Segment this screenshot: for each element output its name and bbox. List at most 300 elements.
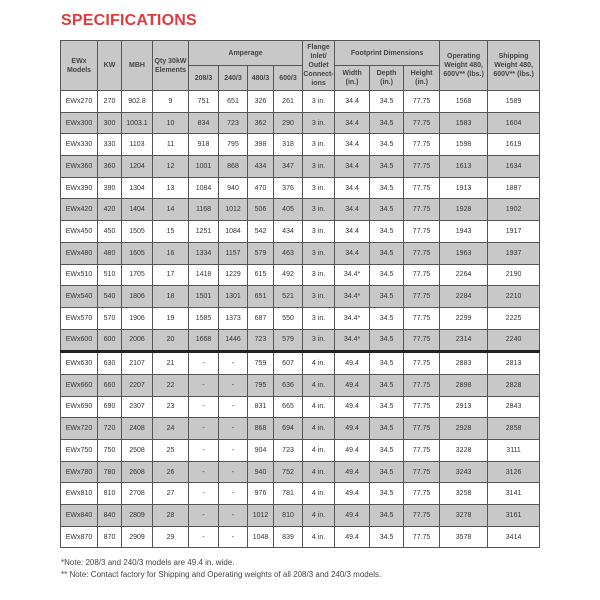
cell-mbh: 2307 <box>122 396 153 418</box>
cell-mbh: 1605 <box>122 242 153 264</box>
cell-amp-240: - <box>219 418 248 440</box>
cell-mbh: 902.8 <box>122 91 153 113</box>
cell-depth: 34.5 <box>370 396 404 418</box>
cell-kw: 540 <box>98 286 122 308</box>
cell-mbh: 2909 <box>122 526 153 548</box>
cell-kw: 600 <box>98 329 122 352</box>
cell-operating-weight: 3578 <box>440 526 488 548</box>
table-row <box>61 396 540 418</box>
cell-amp-600: 434 <box>274 221 303 243</box>
cell-operating-weight: 3278 <box>440 505 488 527</box>
cell-amp-208: 918 <box>189 134 219 156</box>
cell-height: 77.75 <box>404 483 440 505</box>
cell-mbh: 2608 <box>122 461 153 483</box>
header-600: 600/3 <box>274 66 303 91</box>
cell-amp-600: 463 <box>274 242 303 264</box>
cell-amp-480: 687 <box>248 307 274 329</box>
cell-amp-480: 940 <box>248 461 274 483</box>
cell-kw: 420 <box>98 199 122 221</box>
cell-amp-208: - <box>189 461 219 483</box>
cell-kw: 480 <box>98 242 122 264</box>
table-row <box>61 264 540 286</box>
cell-operating-weight: 2264 <box>440 264 488 286</box>
table-row <box>61 461 540 483</box>
table-row <box>61 199 540 221</box>
cell-shipping-weight: 1917 <box>488 221 540 243</box>
cell-mbh: 1404 <box>122 199 153 221</box>
cell-amp-480: 723 <box>248 329 274 352</box>
cell-amp-208: 1585 <box>189 307 219 329</box>
cell-height: 77.75 <box>404 156 440 178</box>
cell-qty: 10 <box>153 112 189 134</box>
cell-amp-240: 940 <box>219 177 248 199</box>
cell-mbh: 2708 <box>122 483 153 505</box>
cell-amp-480: 326 <box>248 91 274 113</box>
cell-height: 77.75 <box>404 329 440 352</box>
cell-model: EWx660 <box>61 374 98 396</box>
cell-shipping-weight: 2190 <box>488 264 540 286</box>
cell-qty: 29 <box>153 526 189 548</box>
cell-qty: 20 <box>153 329 189 352</box>
cell-amp-480: 976 <box>248 483 274 505</box>
cell-amp-208: - <box>189 418 219 440</box>
cell-operating-weight: 1613 <box>440 156 488 178</box>
cell-operating-weight: 1963 <box>440 242 488 264</box>
cell-amp-240: 1012 <box>219 199 248 221</box>
cell-amp-600: 550 <box>274 307 303 329</box>
cell-flange: 4 in. <box>303 461 335 483</box>
cell-depth: 34.5 <box>370 221 404 243</box>
cell-mbh: 2107 <box>122 352 153 375</box>
cell-amp-240: 1084 <box>219 221 248 243</box>
cell-amp-600: 579 <box>274 329 303 352</box>
cell-qty: 14 <box>153 199 189 221</box>
cell-operating-weight: 2913 <box>440 396 488 418</box>
cell-kw: 300 <box>98 112 122 134</box>
cell-depth: 34.5 <box>370 440 404 462</box>
cell-amp-480: 506 <box>248 199 274 221</box>
cell-width: 49.4 <box>335 461 370 483</box>
cell-kw: 840 <box>98 505 122 527</box>
cell-model: EWx270 <box>61 91 98 113</box>
cell-kw: 750 <box>98 440 122 462</box>
cell-model: EWx690 <box>61 396 98 418</box>
cell-amp-600: 810 <box>274 505 303 527</box>
cell-kw: 690 <box>98 396 122 418</box>
cell-operating-weight: 3228 <box>440 440 488 462</box>
cell-amp-208: 1418 <box>189 264 219 286</box>
cell-model: EWx840 <box>61 505 98 527</box>
cell-amp-240: - <box>219 483 248 505</box>
cell-operating-weight: 1583 <box>440 112 488 134</box>
table-row <box>61 352 540 375</box>
cell-operating-weight: 2928 <box>440 418 488 440</box>
cell-operating-weight: 2299 <box>440 307 488 329</box>
cell-kw: 330 <box>98 134 122 156</box>
cell-width: 49.4 <box>335 505 370 527</box>
cell-depth: 34.5 <box>370 286 404 308</box>
cell-amp-208: 1084 <box>189 177 219 199</box>
cell-kw: 720 <box>98 418 122 440</box>
cell-depth: 34.5 <box>370 329 404 352</box>
cell-amp-240: - <box>219 505 248 527</box>
header-kw: KW <box>98 41 122 91</box>
cell-model: EWx360 <box>61 156 98 178</box>
cell-height: 77.75 <box>404 112 440 134</box>
cell-depth: 34.5 <box>370 307 404 329</box>
cell-amp-240: 1373 <box>219 307 248 329</box>
cell-amp-480: 651 <box>248 286 274 308</box>
cell-height: 77.75 <box>404 396 440 418</box>
cell-flange: 4 in. <box>303 483 335 505</box>
cell-kw: 570 <box>98 307 122 329</box>
cell-amp-480: 615 <box>248 264 274 286</box>
cell-model: EWx450 <box>61 221 98 243</box>
cell-mbh: 1304 <box>122 177 153 199</box>
cell-flange: 3 in. <box>303 221 335 243</box>
cell-width: 34.4* <box>335 264 370 286</box>
cell-amp-600: 781 <box>274 483 303 505</box>
cell-width: 34.4 <box>335 134 370 156</box>
cell-width: 49.4 <box>335 526 370 548</box>
table-row <box>61 177 540 199</box>
table-row <box>61 286 540 308</box>
cell-width: 34.4 <box>335 199 370 221</box>
cell-amp-240: - <box>219 374 248 396</box>
header-model: EWx Models <box>61 41 98 91</box>
cell-model: EWx330 <box>61 134 98 156</box>
cell-width: 34.4* <box>335 286 370 308</box>
cell-flange: 3 in. <box>303 134 335 156</box>
cell-amp-600: 290 <box>274 112 303 134</box>
cell-height: 77.75 <box>404 526 440 548</box>
cell-flange: 3 in. <box>303 112 335 134</box>
cell-amp-600: 607 <box>274 352 303 375</box>
cell-amp-240: - <box>219 396 248 418</box>
cell-mbh: 2207 <box>122 374 153 396</box>
header-footprint: Footprint Dimensions <box>335 41 440 66</box>
cell-flange: 4 in. <box>303 374 335 396</box>
cell-shipping-weight: 1589 <box>488 91 540 113</box>
cell-qty: 22 <box>153 374 189 396</box>
cell-flange: 3 in. <box>303 307 335 329</box>
cell-height: 77.75 <box>404 307 440 329</box>
cell-flange: 4 in. <box>303 418 335 440</box>
cell-depth: 34.5 <box>370 483 404 505</box>
cell-model: EWx540 <box>61 286 98 308</box>
cell-flange: 3 in. <box>303 177 335 199</box>
cell-flange: 4 in. <box>303 352 335 375</box>
cell-shipping-weight: 3111 <box>488 440 540 462</box>
header-mbh: MBH <box>122 41 153 91</box>
cell-height: 77.75 <box>404 374 440 396</box>
cell-qty: 18 <box>153 286 189 308</box>
cell-qty: 16 <box>153 242 189 264</box>
cell-qty: 25 <box>153 440 189 462</box>
cell-mbh: 2508 <box>122 440 153 462</box>
cell-amp-600: 261 <box>274 91 303 113</box>
cell-width: 49.4 <box>335 440 370 462</box>
cell-flange: 3 in. <box>303 286 335 308</box>
cell-kw: 630 <box>98 352 122 375</box>
header-operating-weight: Operating Weight 480, 600V** (lbs.) <box>440 41 488 91</box>
cell-kw: 360 <box>98 156 122 178</box>
cell-shipping-weight: 2843 <box>488 396 540 418</box>
cell-operating-weight: 2284 <box>440 286 488 308</box>
cell-amp-240: - <box>219 461 248 483</box>
cell-amp-480: 542 <box>248 221 274 243</box>
cell-width: 34.4 <box>335 156 370 178</box>
cell-height: 77.75 <box>404 505 440 527</box>
cell-height: 77.75 <box>404 221 440 243</box>
cell-operating-weight: 2898 <box>440 374 488 396</box>
cell-kw: 270 <box>98 91 122 113</box>
header-amperage: Amperage <box>189 41 303 66</box>
cell-depth: 34.5 <box>370 374 404 396</box>
cell-operating-weight: 1598 <box>440 134 488 156</box>
cell-amp-208: 834 <box>189 112 219 134</box>
cell-operating-weight: 1943 <box>440 221 488 243</box>
cell-amp-208: - <box>189 505 219 527</box>
cell-shipping-weight: 3414 <box>488 526 540 548</box>
cell-amp-480: 398 <box>248 134 274 156</box>
cell-amp-480: 1048 <box>248 526 274 548</box>
cell-flange: 3 in. <box>303 156 335 178</box>
cell-depth: 34.5 <box>370 526 404 548</box>
cell-qty: 24 <box>153 418 189 440</box>
cell-model: EWx570 <box>61 307 98 329</box>
cell-flange: 4 in. <box>303 505 335 527</box>
cell-kw: 780 <box>98 461 122 483</box>
cell-model: EWx750 <box>61 440 98 462</box>
cell-operating-weight: 1928 <box>440 199 488 221</box>
cell-amp-240: 1229 <box>219 264 248 286</box>
cell-flange: 4 in. <box>303 440 335 462</box>
cell-height: 77.75 <box>404 461 440 483</box>
cell-qty: 28 <box>153 505 189 527</box>
cell-amp-208: - <box>189 526 219 548</box>
cell-amp-208: 1001 <box>189 156 219 178</box>
cell-width: 49.4 <box>335 396 370 418</box>
header-flange: Flange Inlet/ Outlet Connect-ions <box>303 41 335 91</box>
cell-operating-weight: 2314 <box>440 329 488 352</box>
cell-amp-600: 636 <box>274 374 303 396</box>
cell-qty: 13 <box>153 177 189 199</box>
cell-amp-480: 795 <box>248 374 274 396</box>
table-row <box>61 440 540 462</box>
cell-height: 77.75 <box>404 440 440 462</box>
cell-amp-600: 723 <box>274 440 303 462</box>
cell-model: EWx300 <box>61 112 98 134</box>
cell-height: 77.75 <box>404 91 440 113</box>
cell-shipping-weight: 3126 <box>488 461 540 483</box>
header-qty: Qty 30kW Elements <box>153 41 189 91</box>
cell-amp-600: 839 <box>274 526 303 548</box>
cell-operating-weight: 3243 <box>440 461 488 483</box>
cell-amp-240: 1446 <box>219 329 248 352</box>
cell-shipping-weight: 2210 <box>488 286 540 308</box>
cell-model: EWx420 <box>61 199 98 221</box>
cell-amp-600: 347 <box>274 156 303 178</box>
cell-amp-208: 1334 <box>189 242 219 264</box>
cell-depth: 34.5 <box>370 112 404 134</box>
cell-flange: 3 in. <box>303 329 335 352</box>
cell-shipping-weight: 2858 <box>488 418 540 440</box>
table-row <box>61 505 540 527</box>
header-208: 208/3 <box>189 66 219 91</box>
cell-width: 34.4 <box>335 177 370 199</box>
table-row <box>61 374 540 396</box>
cell-amp-600: 318 <box>274 134 303 156</box>
cell-height: 77.75 <box>404 199 440 221</box>
table-body <box>61 91 540 548</box>
cell-operating-weight: 2883 <box>440 352 488 375</box>
cell-depth: 34.5 <box>370 418 404 440</box>
cell-amp-480: 831 <box>248 396 274 418</box>
cell-amp-208: - <box>189 483 219 505</box>
cell-amp-240: - <box>219 440 248 462</box>
cell-shipping-weight: 2225 <box>488 307 540 329</box>
cell-amp-600: 694 <box>274 418 303 440</box>
cell-amp-600: 376 <box>274 177 303 199</box>
cell-qty: 23 <box>153 396 189 418</box>
table-row <box>61 526 540 548</box>
cell-qty: 11 <box>153 134 189 156</box>
cell-kw: 510 <box>98 264 122 286</box>
cell-width: 34.4* <box>335 307 370 329</box>
cell-flange: 3 in. <box>303 199 335 221</box>
table-row <box>61 91 540 113</box>
cell-mbh: 1705 <box>122 264 153 286</box>
cell-height: 77.75 <box>404 177 440 199</box>
cell-depth: 34.5 <box>370 91 404 113</box>
cell-amp-480: 868 <box>248 418 274 440</box>
cell-amp-240: 651 <box>219 91 248 113</box>
table-row <box>61 242 540 264</box>
cell-amp-600: 492 <box>274 264 303 286</box>
header-240: 240/3 <box>219 66 248 91</box>
cell-flange: 4 in. <box>303 396 335 418</box>
cell-amp-240: 1301 <box>219 286 248 308</box>
cell-height: 77.75 <box>404 418 440 440</box>
cell-depth: 34.5 <box>370 177 404 199</box>
cell-amp-208: - <box>189 374 219 396</box>
cell-qty: 19 <box>153 307 189 329</box>
cell-height: 77.75 <box>404 242 440 264</box>
cell-operating-weight: 3258 <box>440 483 488 505</box>
cell-qty: 9 <box>153 91 189 113</box>
cell-amp-240: 795 <box>219 134 248 156</box>
header-shipping-weight: Shipping Weight 480, 600V** (lbs.) <box>488 41 540 91</box>
cell-mbh: 2809 <box>122 505 153 527</box>
cell-qty: 26 <box>153 461 189 483</box>
cell-qty: 15 <box>153 221 189 243</box>
cell-qty: 21 <box>153 352 189 375</box>
cell-mbh: 2408 <box>122 418 153 440</box>
cell-amp-208: 1501 <box>189 286 219 308</box>
cell-width: 34.4 <box>335 221 370 243</box>
cell-amp-240: 1157 <box>219 242 248 264</box>
cell-width: 34.4 <box>335 112 370 134</box>
cell-qty: 12 <box>153 156 189 178</box>
cell-width: 49.4 <box>335 418 370 440</box>
cell-shipping-weight: 2813 <box>488 352 540 375</box>
footnote-weights: ** Note: Contact factory for Shipping and Operating weights of all 208/3 and 240/3 models. <box>61 570 382 579</box>
cell-depth: 34.5 <box>370 461 404 483</box>
cell-depth: 34.5 <box>370 505 404 527</box>
cell-mbh: 1906 <box>122 307 153 329</box>
cell-height: 77.75 <box>404 352 440 375</box>
cell-amp-240: - <box>219 352 248 375</box>
table-row <box>61 307 540 329</box>
cell-shipping-weight: 2828 <box>488 374 540 396</box>
cell-amp-480: 904 <box>248 440 274 462</box>
footnote-width: *Note: 208/3 and 240/3 models are 49.4 in. wide. <box>61 558 235 567</box>
cell-kw: 660 <box>98 374 122 396</box>
cell-width: 49.4 <box>335 352 370 375</box>
cell-shipping-weight: 1887 <box>488 177 540 199</box>
cell-height: 77.75 <box>404 134 440 156</box>
cell-amp-240: 723 <box>219 112 248 134</box>
cell-kw: 870 <box>98 526 122 548</box>
cell-model: EWx720 <box>61 418 98 440</box>
cell-width: 49.4 <box>335 374 370 396</box>
table-row <box>61 221 540 243</box>
cell-amp-208: - <box>189 396 219 418</box>
cell-model: EWx480 <box>61 242 98 264</box>
cell-amp-480: 1012 <box>248 505 274 527</box>
cell-shipping-weight: 1937 <box>488 242 540 264</box>
table-row <box>61 483 540 505</box>
cell-flange: 3 in. <box>303 91 335 113</box>
cell-model: EWx870 <box>61 526 98 548</box>
cell-model: EWx510 <box>61 264 98 286</box>
cell-amp-480: 434 <box>248 156 274 178</box>
cell-mbh: 1003.1 <box>122 112 153 134</box>
cell-amp-240: 868 <box>219 156 248 178</box>
cell-amp-240: - <box>219 526 248 548</box>
cell-operating-weight: 1913 <box>440 177 488 199</box>
cell-depth: 34.5 <box>370 352 404 375</box>
footnotes <box>61 557 381 581</box>
cell-mbh: 1806 <box>122 286 153 308</box>
cell-amp-600: 405 <box>274 199 303 221</box>
cell-qty: 17 <box>153 264 189 286</box>
cell-amp-600: 752 <box>274 461 303 483</box>
cell-model: EWx600 <box>61 329 98 352</box>
cell-amp-208: - <box>189 440 219 462</box>
cell-model: EWx390 <box>61 177 98 199</box>
table-row <box>61 156 540 178</box>
table-row <box>61 329 540 352</box>
cell-mbh: 1204 <box>122 156 153 178</box>
cell-model: EWx810 <box>61 483 98 505</box>
cell-amp-600: 665 <box>274 396 303 418</box>
cell-kw: 450 <box>98 221 122 243</box>
cell-height: 77.75 <box>404 264 440 286</box>
page-title: SPECIFICATIONS <box>61 12 197 29</box>
cell-qty: 27 <box>153 483 189 505</box>
cell-width: 34.4 <box>335 242 370 264</box>
cell-flange: 3 in. <box>303 264 335 286</box>
specifications-table <box>60 40 540 548</box>
cell-amp-208: 751 <box>189 91 219 113</box>
cell-mbh: 1505 <box>122 221 153 243</box>
cell-shipping-weight: 2240 <box>488 329 540 352</box>
header-depth: Depth (in.) <box>370 66 404 91</box>
cell-depth: 34.5 <box>370 242 404 264</box>
cell-amp-600: 521 <box>274 286 303 308</box>
